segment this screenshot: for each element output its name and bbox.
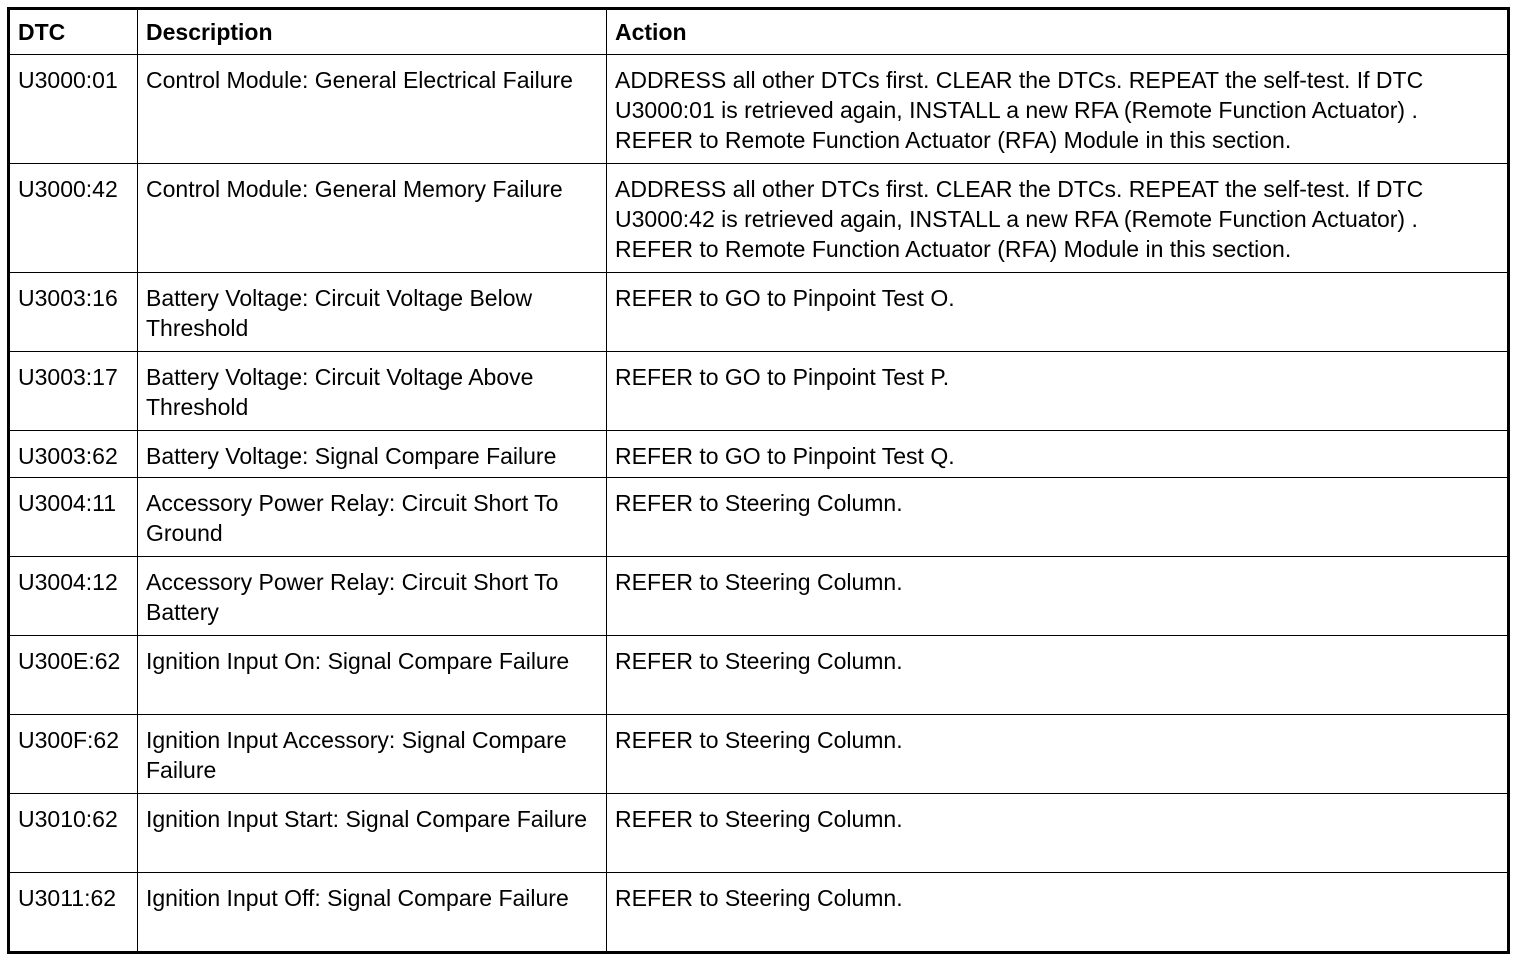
table-row bbox=[9, 794, 1509, 873]
action-cell: REFER to GO to Pinpoint Test P. bbox=[607, 352, 1509, 431]
action-cell: REFER to Steering Column. bbox=[607, 478, 1509, 557]
action-cell: REFER to GO to Pinpoint Test O. bbox=[607, 273, 1509, 352]
dtc-cell: U3003:17 bbox=[9, 352, 138, 431]
action-cell: ADDRESS all other DTCs first. CLEAR the DTCs. REPEAT the self-test. If DTC U3000:01 is retrieved again, INSTALL a new RFA (Remote Function Actuator) . REFER to Remote Function Actuator (RFA) Module in this section. bbox=[607, 55, 1509, 164]
description-cell: Accessory Power Relay: Circuit Short To Ground bbox=[138, 478, 607, 557]
dtc-cell: U3010:62 bbox=[9, 794, 138, 873]
action-cell: REFER to Steering Column. bbox=[607, 557, 1509, 636]
dtc-cell: U3000:42 bbox=[9, 164, 138, 273]
header-action: Action bbox=[607, 9, 1509, 55]
table-row bbox=[9, 431, 1509, 478]
dtc-table bbox=[7, 7, 1510, 954]
table-row bbox=[9, 557, 1509, 636]
action-cell: REFER to Steering Column. bbox=[607, 715, 1509, 794]
header-description: Description bbox=[138, 9, 607, 55]
description-cell: Ignition Input Start: Signal Compare Failure bbox=[138, 794, 607, 873]
table-row bbox=[9, 352, 1509, 431]
action-cell: REFER to Steering Column. bbox=[607, 873, 1509, 953]
table-row bbox=[9, 55, 1509, 164]
header-row bbox=[9, 9, 1509, 55]
dtc-cell: U3003:16 bbox=[9, 273, 138, 352]
dtc-cell: U3011:62 bbox=[9, 873, 138, 953]
description-cell: Ignition Input On: Signal Compare Failure bbox=[138, 636, 607, 715]
description-cell: Control Module: General Electrical Failure bbox=[138, 55, 607, 164]
dtc-cell: U3004:11 bbox=[9, 478, 138, 557]
dtc-cell: U3003:62 bbox=[9, 431, 138, 478]
action-cell: REFER to GO to Pinpoint Test Q. bbox=[607, 431, 1509, 478]
dtc-cell: U3000:01 bbox=[9, 55, 138, 164]
action-cell: REFER to Steering Column. bbox=[607, 794, 1509, 873]
description-cell: Battery Voltage: Signal Compare Failure bbox=[138, 431, 607, 478]
description-cell: Battery Voltage: Circuit Voltage Above Threshold bbox=[138, 352, 607, 431]
dtc-cell: U300F:62 bbox=[9, 715, 138, 794]
table-row bbox=[9, 715, 1509, 794]
table-row bbox=[9, 273, 1509, 352]
description-cell: Accessory Power Relay: Circuit Short To Battery bbox=[138, 557, 607, 636]
dtc-cell: U300E:62 bbox=[9, 636, 138, 715]
action-cell: REFER to Steering Column. bbox=[607, 636, 1509, 715]
table-row bbox=[9, 636, 1509, 715]
description-cell: Battery Voltage: Circuit Voltage Below Threshold bbox=[138, 273, 607, 352]
description-cell: Ignition Input Off: Signal Compare Failure bbox=[138, 873, 607, 953]
table-row bbox=[9, 478, 1509, 557]
description-cell: Ignition Input Accessory: Signal Compare Failure bbox=[138, 715, 607, 794]
header-dtc: DTC bbox=[9, 9, 138, 55]
action-cell: ADDRESS all other DTCs first. CLEAR the DTCs. REPEAT the self-test. If DTC U3000:42 is retrieved again, INSTALL a new RFA (Remote Function Actuator) . REFER to Remote Function Actuator (RFA) Module in this section. bbox=[607, 164, 1509, 273]
table-row bbox=[9, 873, 1509, 953]
table-row bbox=[9, 164, 1509, 273]
description-cell: Control Module: General Memory Failure bbox=[138, 164, 607, 273]
dtc-cell: U3004:12 bbox=[9, 557, 138, 636]
